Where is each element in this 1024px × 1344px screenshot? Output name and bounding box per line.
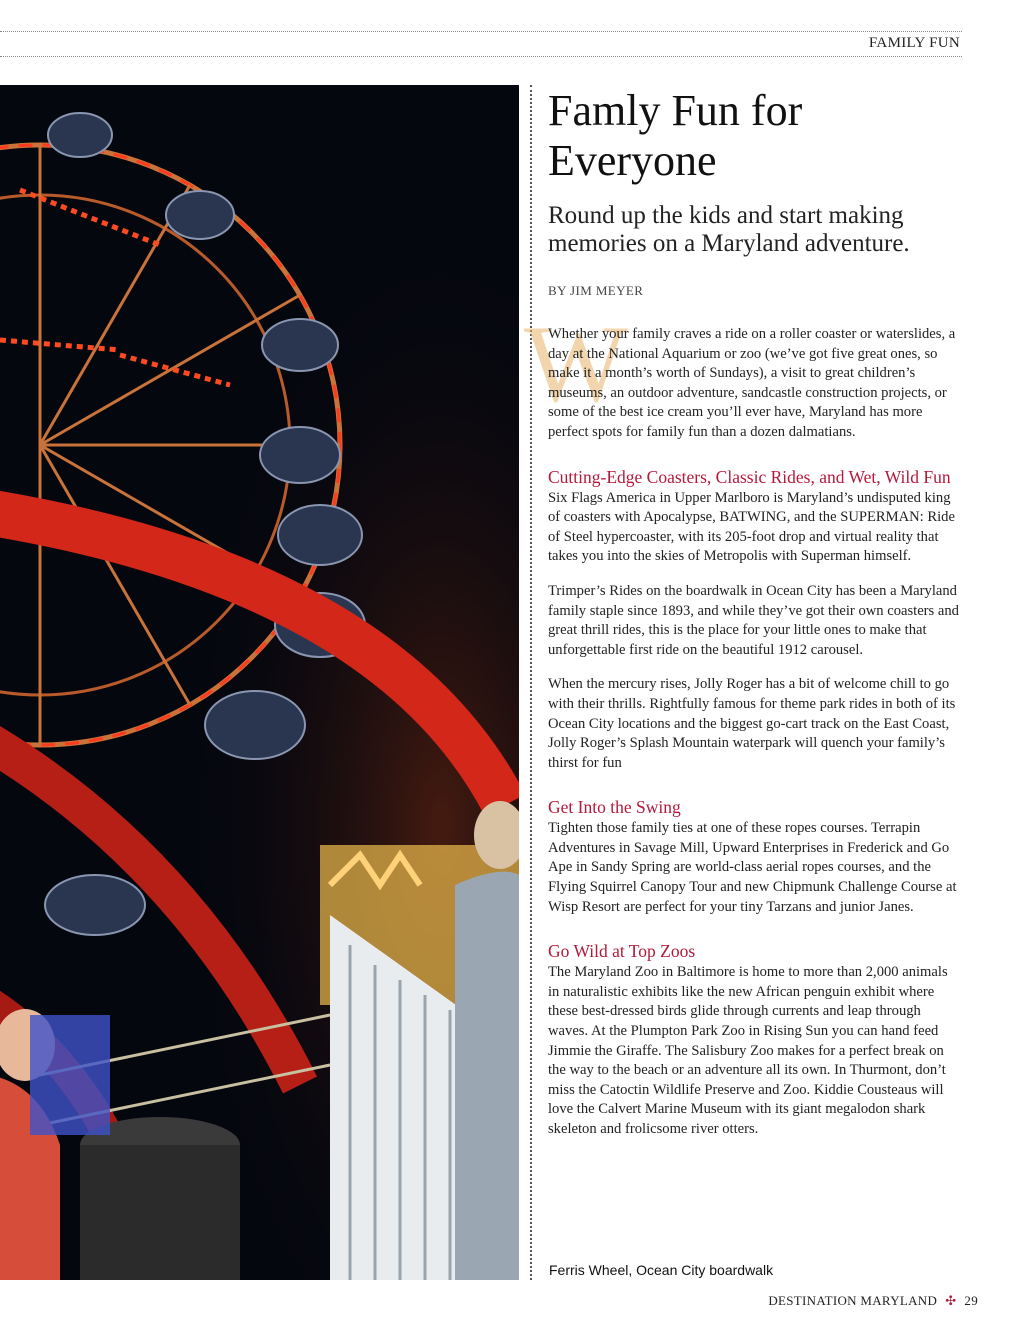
photo-caption: Ferris Wheel, Ocean City boardwalk (549, 1262, 774, 1278)
article-title: Famly Fun for Everyone (548, 86, 803, 185)
header-rule-top (0, 31, 962, 32)
ferris-wheel-photo (0, 85, 519, 1280)
article-column (524, 86, 962, 1140)
section-heading-zoos: Go Wild at Top Zoos (548, 941, 696, 962)
dropcap: W (524, 303, 628, 425)
byline: BY JIM MEYER (548, 283, 644, 298)
article-dek: Round up the kids and start making memories on a Maryland adventure. (548, 202, 910, 257)
publication-name: DESTINATION MARYLAND (768, 1293, 938, 1308)
intro-block (524, 303, 962, 443)
page-footer (768, 1293, 978, 1309)
paragraph-ropes-courses: Tighten those family ties at one of these ropes courses. Terrapin Adventures in Savage Mill, Upward Enterprises in Frederick and Go Ape in Sandy Spring are world-class aerial ropes courses, and the Flying Squirrel Canopy Tour and new Chipmunk Challenge Course at Wisp Resort are perfect for your tiny Tarzans and junior Janes. (548, 820, 957, 915)
header-rule-bottom (0, 56, 962, 57)
column-divider (530, 85, 532, 1280)
section-label: FAMILY FUN (868, 35, 960, 51)
paragraph-zoos: The Maryland Zoo in Baltimore is home to more than 2,000 animals in naturalistic exhibits like the new African penguin exhibit where these best-dressed birds glide through currents and leap through waves. At the Plumpton Park Zoo in Rising Sun you can hand feed Jimmie the Giraffe. The Salisbury Zoo makes for a perfect break on the way to the beach or an adventure all its own. In Thurmont, don’t miss the Catoctin Wildlife Preserve and Zoo. Kiddie Cousteaus will love the Calvert Marine Museum with its giant megalodon shark skeleton and frolicsome river otters. (548, 964, 948, 1137)
page-number: 29 (964, 1293, 978, 1308)
ornament-icon: ✣ (945, 1293, 957, 1308)
section-heading-swing: Get Into the Swing (548, 797, 681, 818)
paragraph-six-flags: Six Flags America in Upper Marlboro is Maryland’s undisputed king of coasters with Apocalypse, BATWING, and the SUPERMAN: Ride of Steel hypercoaster, with its 205-foot drop and virtual reality that takes you into the skies of Metropolis with Superman himself. (548, 489, 955, 565)
paragraph-jolly-roger: When the mercury rises, Jolly Roger has a bit of welcome chill to go with their thrills. Rightfully famous for theme park rides in both of its Ocean City locations and the biggest go-cart track on the East Coast, Jolly Roger’s Splash Mountain waterpark will quench your family’s thirst for fun (548, 676, 956, 771)
section-heading-coasters: Cutting-Edge Coasters, Classic Rides, and Wet, Wild Fun (548, 466, 951, 487)
intro-paragraph: Whether your family craves a ride on a roller coaster or waterslides, a day at the National Aquarium or zoo (we’ve got five great ones, so make it a month’s worth of Sundays), a visit to great children’s museums, an outdoor adventure, sandcastle construction projects, or some of the best ice cream you’ll ever have, Maryland has more perfect spots for family fun than a dozen dalmatians. (548, 326, 956, 440)
paragraph-trimpers: Trimper’s Rides on the boardwalk in Ocean City has been a Maryland family staple since 1893, and while they’ve got their own coasters and great thrill rides, this is the place for your little ones to make that unforgettable first ride on the beautiful 1912 carousel. (548, 582, 959, 658)
